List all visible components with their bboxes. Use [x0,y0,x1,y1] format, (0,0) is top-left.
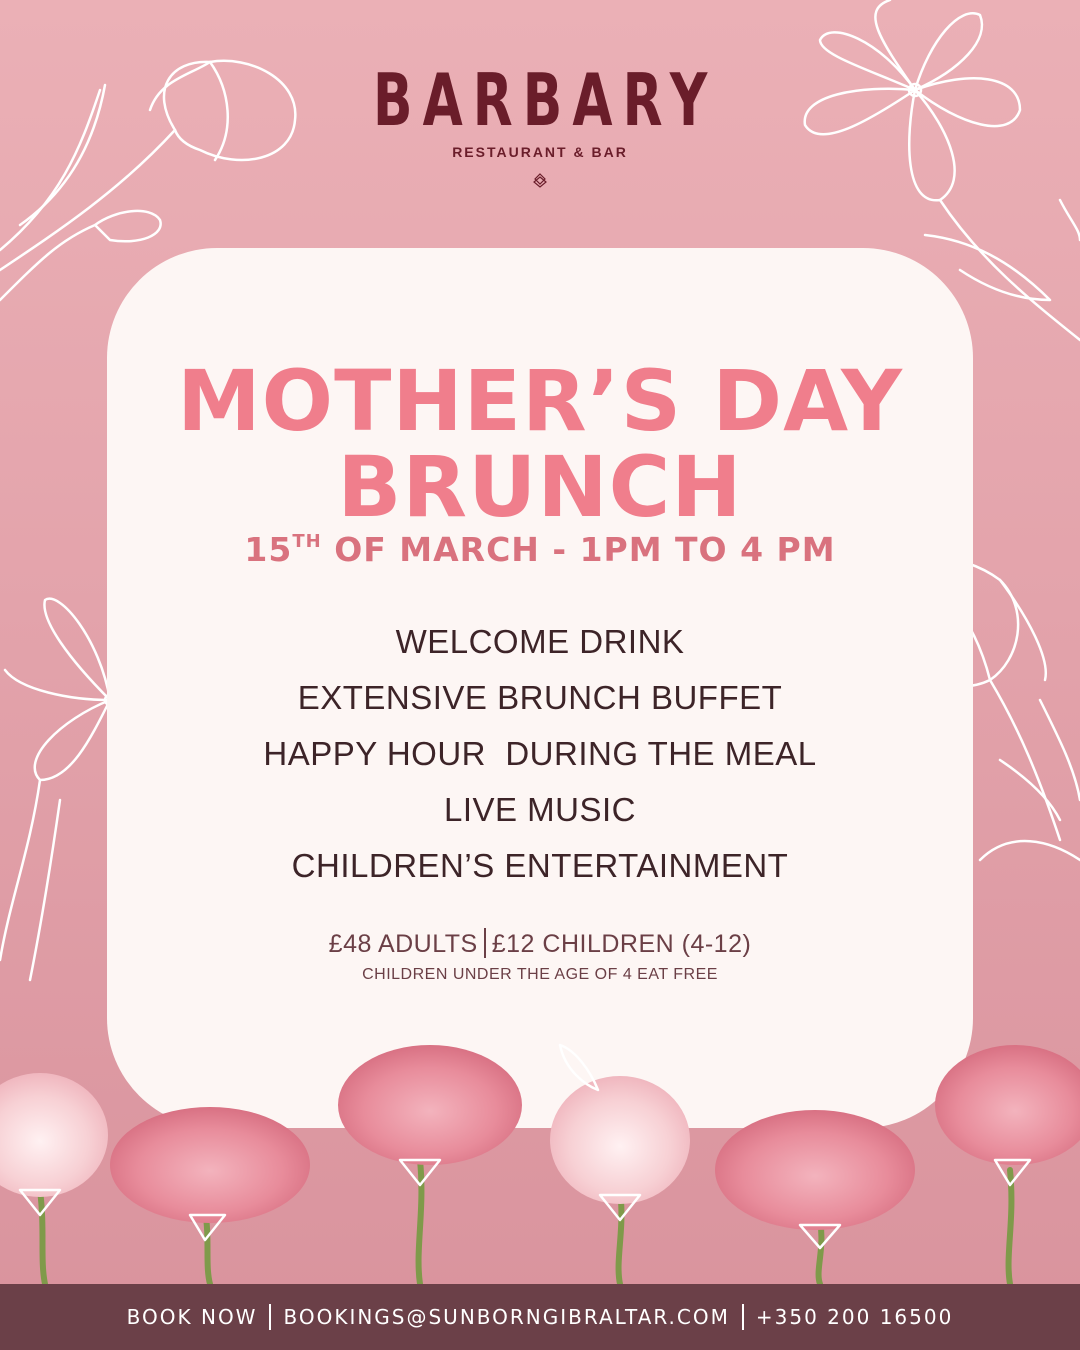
brand-logo [0,60,1080,193]
pricing-note: CHILDREN UNDER THE AGE OF 4 EAT FREE [362,966,718,983]
booking-email: BOOKINGS@SUNBORNGIBRALTAR.COM [283,1305,730,1329]
feature-item: EXTENSIVE BRUNCH BUFFET [297,679,783,716]
event-title [0,352,1080,536]
feature-item: LIVE MUSIC [443,791,637,828]
footer-bar [0,1284,1080,1350]
brand-name: BARBARY [372,58,718,142]
event-date-suffix: TH [292,531,322,552]
price-adults: £48 ADULTS [328,930,478,958]
event-date-day: 15 [244,530,293,569]
feature-item: CHILDREN’S ENTERTAINMENT [291,847,789,884]
feature-item: WELCOME DRINK [395,623,685,660]
event-date-time: OF MARCH - 1PM TO 4 PM [321,530,836,569]
brand-subtitle: RESTAURANT & BAR [452,144,628,160]
event-date [0,530,1080,569]
booking-phone: +350 200 16500 [755,1305,954,1329]
price-divider [484,928,486,958]
pricing [0,928,1080,959]
price-children: £12 CHILDREN (4-12) [491,930,752,958]
book-now-label: BOOK NOW [126,1305,258,1329]
brand-knot-icon [532,172,548,188]
event-title-line-2: BRUNCH [337,438,743,536]
feature-item: HAPPY HOUR DURING THE MEAL [263,735,817,772]
footer-divider [742,1304,744,1330]
footer-divider [269,1304,271,1330]
event-title-line-1: MOTHER’S DAY [177,352,903,450]
feature-list [0,620,1080,900]
